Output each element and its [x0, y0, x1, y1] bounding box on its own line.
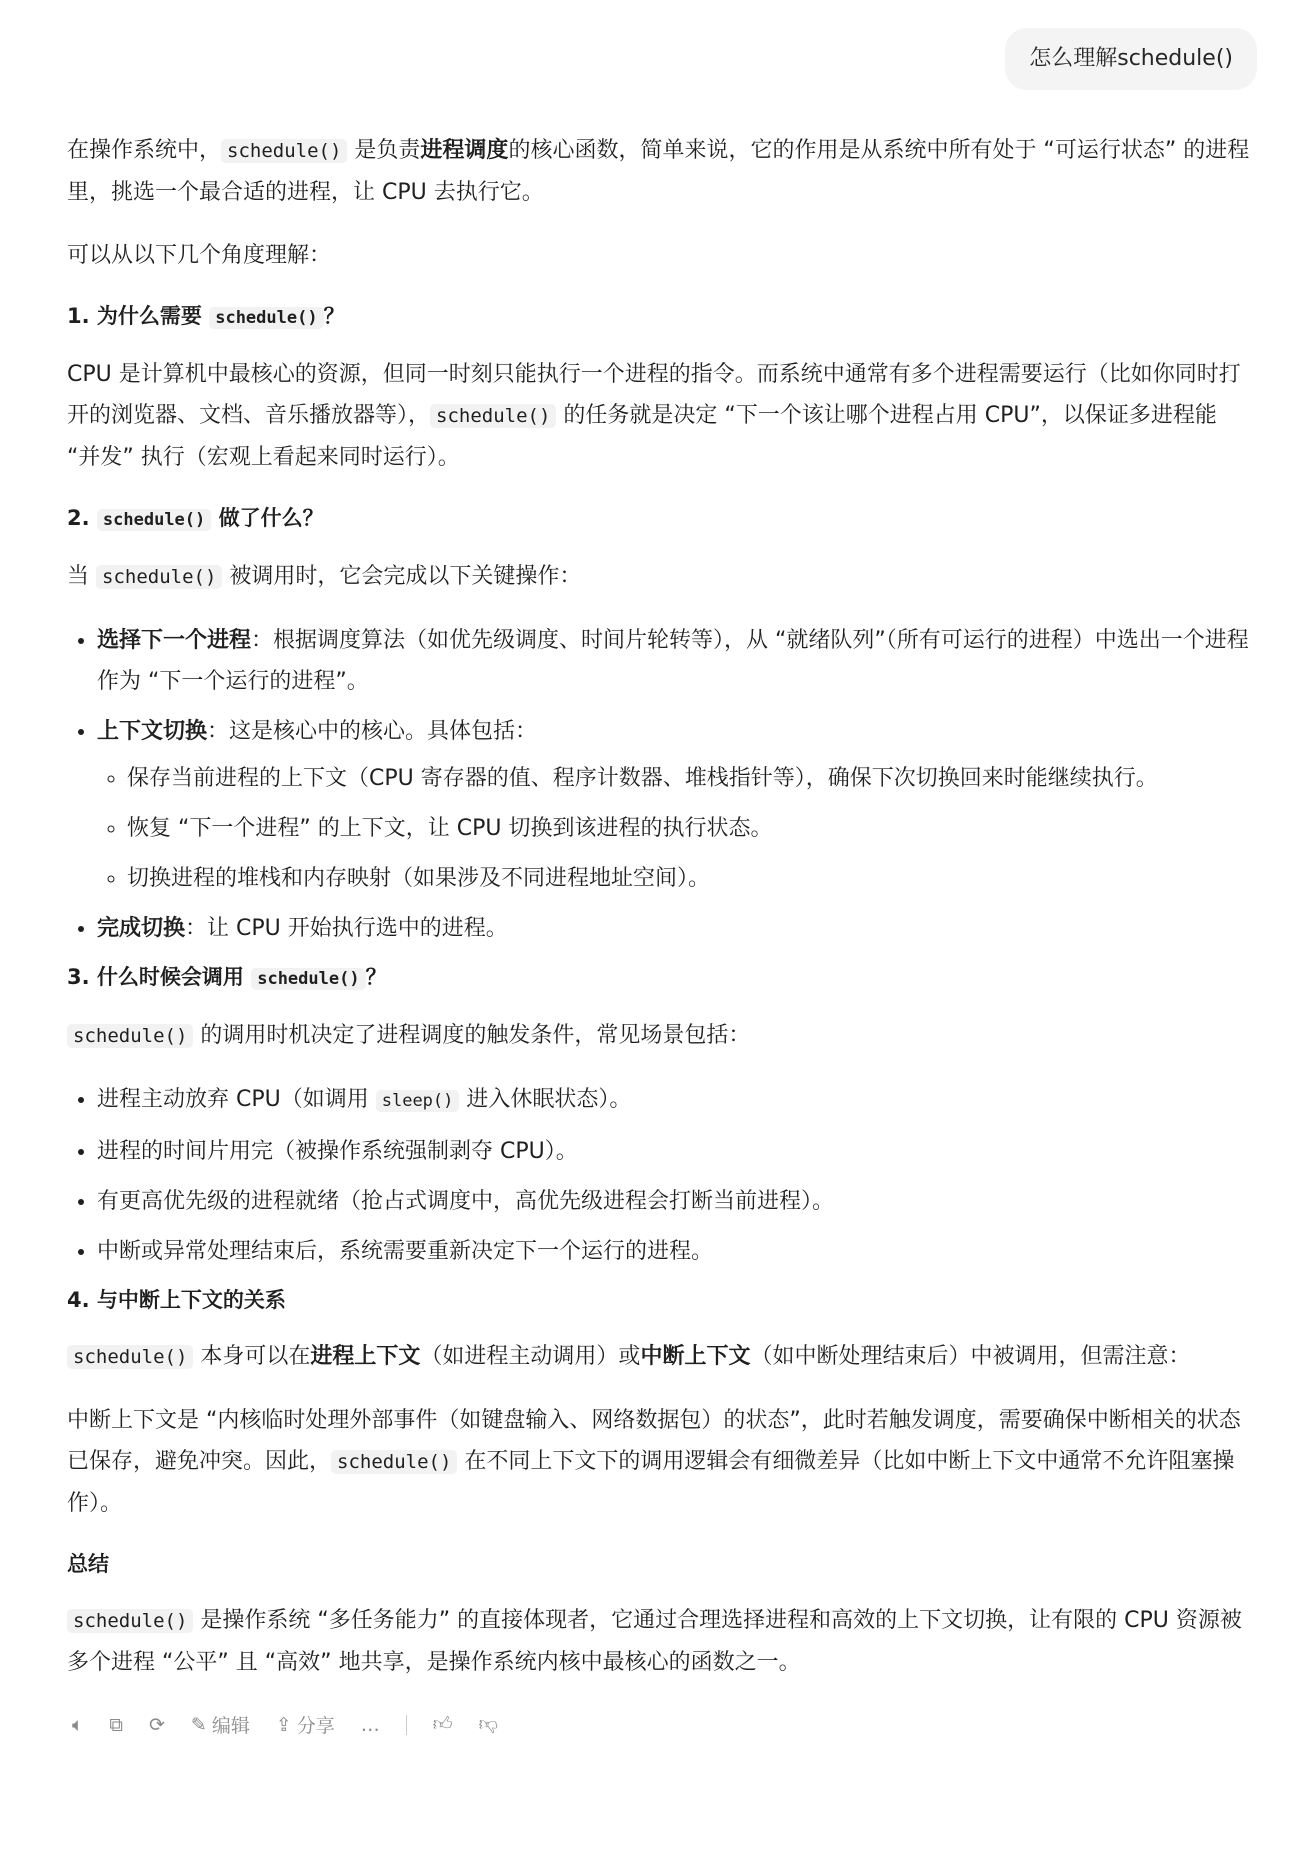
list-item: • 选择下一个进程：根据调度算法（如优先级调度、时间片轮转等），从 “就绪队列”（所有可运行的进程）中选出一个进程作为 “下一个运行的进程”。	[97, 620, 1257, 702]
message-toolbar	[0, 1705, 1309, 1738]
list-item: • 进程主动放弃 CPU（如调用 sleep() 进入休眠状态）。	[97, 1079, 1257, 1122]
share-button[interactable]: ⇪ 分享	[275, 1713, 335, 1737]
list-item: • 中断或异常处理结束后，系统需要重新决定下一个运行的进程。	[97, 1231, 1257, 1272]
list-item: • 进程的时间片用完（被操作系统强制剥夺 CPU）。	[97, 1131, 1257, 1172]
more-button[interactable]: …	[360, 1713, 380, 1736]
user-message-bubble: 怎么理解schedule()	[1005, 28, 1257, 90]
divider	[406, 1715, 407, 1735]
sub-list-item: ◦ 保存当前进程的上下文（CPU 寄存器的值、程序计数器、堆栈指针等），确保下次切换回来时能继续执行。	[127, 758, 1257, 799]
thumbs-down-icon[interactable]: 👎︎	[478, 1713, 498, 1735]
summary-paragraph: schedule() 是操作系统 “多任务能力” 的直接体现者，它通过合理选择进程和高效的上下文切换，让有限的 CPU 资源被多个进程 “公平” 且 “高效” 地共享，是操作系统内核中最核心的函数之一。	[67, 1608, 1242, 1675]
section-4-paragraph-2: 中断上下文是 “内核临时处理外部事件（如键盘输入、网络数据包）的状态”，此时若触发调度，需要确保中断相关的状态已保存，避免冲突。因此， schedule() 在不同上下文下的调用逻辑会有细微差异（比如中断上下文中通常不允许阻塞操作）。	[67, 1408, 1241, 1516]
section-2-paragraph: 当 schedule() 被调用时，它会完成以下关键操作：	[67, 564, 582, 589]
intro-paragraph: 在操作系统中， schedule() 是负责进程调度的核心函数，简单来说，它的作用是从系统中所有处于 “可运行状态” 的进程里，挑选一个最合适的进程，让 CPU 去执行它。	[67, 138, 1250, 205]
pen-icon: ✎	[190, 1713, 207, 1736]
assistant-response	[0, 90, 1309, 1683]
section-3-list	[67, 1079, 1257, 1272]
angles-paragraph: 可以从以下几个角度理解：	[67, 243, 332, 268]
section-4-paragraph: schedule() 本身可以在进程上下文（如进程主动调用）或中断上下文（如中断处理结束后）中被调用，但需注意：	[67, 1336, 1257, 1378]
sub-list-item: ◦ 恢复 “下一个进程” 的上下文，让 CPU 切换到该进程的执行状态。	[127, 808, 1257, 849]
read-aloud-icon[interactable]: 🔈︎	[72, 1713, 84, 1736]
copy-icon[interactable]: ⧉	[109, 1713, 123, 1736]
section-2-heading: 2. schedule() 做了什么？	[67, 506, 324, 530]
section-2-list	[67, 620, 1257, 949]
section-3-paragraph: schedule() 的调用时机决定了进程调度的触发条件，常见场景包括：	[67, 1015, 1257, 1057]
section-1-heading: 1. 为什么需要 schedule() ？	[67, 304, 345, 328]
sub-list	[97, 758, 1257, 899]
edit-button[interactable]: ✎ 编辑	[190, 1713, 250, 1737]
section-3-heading: 3. 什么时候会调用 schedule() ？	[67, 965, 387, 989]
thumbs-up-icon[interactable]: 👍︎	[432, 1713, 453, 1735]
section-4-heading: 4. 与中断上下文的关系	[67, 1288, 286, 1312]
list-item: • 上下文切换：这是核心中的核心。具体包括： ◦ 保存当前进程的上下文（CPU 寄存器的值、程序计数器、堆栈指针等），确保下次切换回来时能继续执行。 ◦ 恢复 “下一个进程” 的上下文，让 CPU 切换到该进程的执行状态。 ◦ 切换进程的堆栈和内存映射（如果涉及不同进程地址空间）。	[97, 711, 1257, 899]
summary-heading: 总结	[67, 1552, 109, 1576]
sub-list-item: ◦ 切换进程的堆栈和内存映射（如果涉及不同进程地址空间）。	[127, 858, 1257, 899]
regenerate-icon[interactable]: ⟳	[148, 1713, 165, 1736]
section-1-paragraph: CPU 是计算机中最核心的资源，但同一时刻只能执行一个进程的指令。而系统中通常有多个进程需要运行（比如你同时打开的浏览器、文档、音乐播放器等）， schedule() 的任务就是决定 “下一个该让哪个进程占用 CPU”，以保证多进程能 “并发” 执行（宏观上看起来同时运行）。	[67, 362, 1241, 470]
list-item: • 完成切换：让 CPU 开始执行选中的进程。	[97, 908, 1257, 949]
user-message-row	[0, 0, 1309, 90]
list-item: • 有更高优先级的进程就绪（抢占式调度中，高优先级进程会打断当前进程）。	[97, 1181, 1257, 1222]
share-icon: ⇪	[275, 1713, 292, 1736]
